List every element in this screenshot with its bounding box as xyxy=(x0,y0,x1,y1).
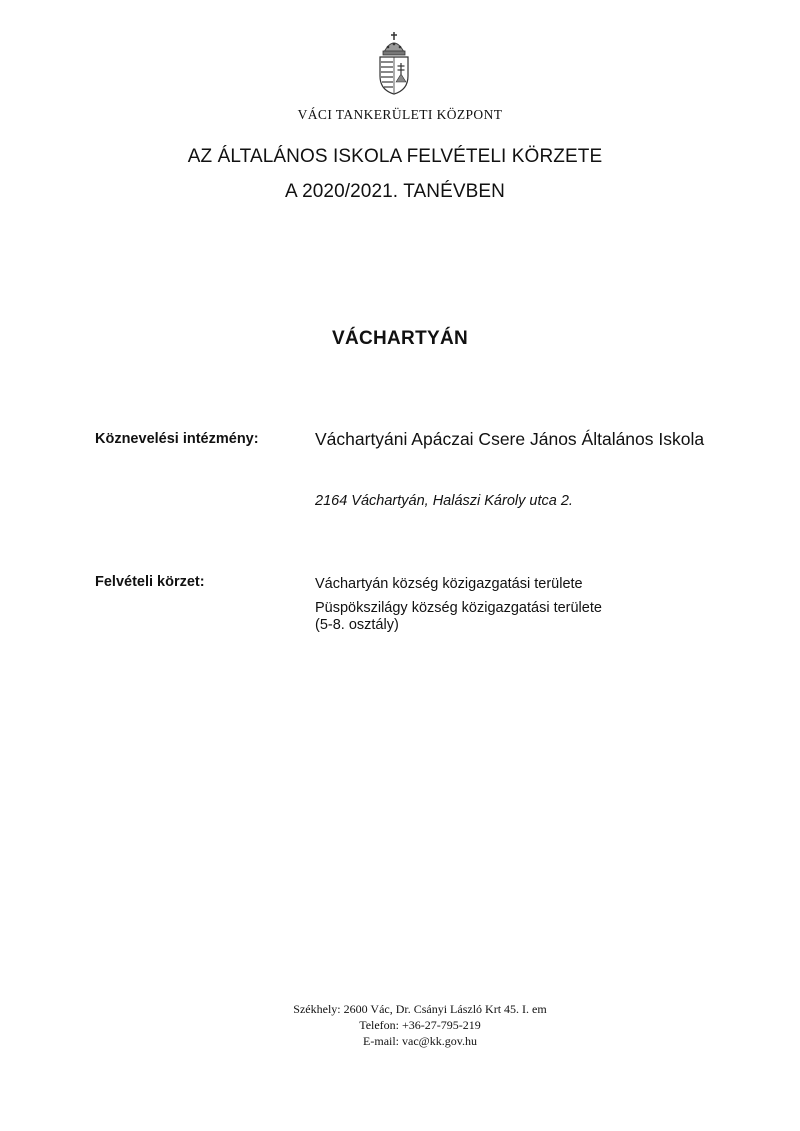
document-title: AZ ÁLTALÁNOS ISKOLA FELVÉTELI KÖRZETE xyxy=(187,146,603,167)
institution-name: Váchartyáni Apáczai Csere János Általános Iskola xyxy=(315,429,705,449)
organization-name: VÁCI TANKERÜLETI KÖZPONT xyxy=(297,107,503,122)
district-item: Püspökszilágy község közigazgatási területe xyxy=(315,600,602,616)
footer-email: E-mail: vac@kk.gov.hu xyxy=(363,1034,477,1048)
footer-seat: Székhely: 2600 Vác, Dr. Csányi László Krt 45. I. em xyxy=(293,1002,547,1016)
document-subtitle: A 2020/2021. TANÉVBEN xyxy=(284,181,506,202)
town-heading: VÁCHARTYÁN xyxy=(332,328,468,349)
district-item-note: (5-8. osztály) xyxy=(315,617,399,633)
footer-contact xyxy=(250,1001,590,1049)
district-label: Felvételi körzet: xyxy=(95,574,205,590)
institution-address: 2164 Váchartyán, Halászi Károly utca 2. xyxy=(315,493,573,509)
district-item: Váchartyán község közigazgatási területe xyxy=(315,576,583,592)
coat-of-arms-icon xyxy=(374,30,414,96)
institution-label: Köznevelési intézmény: xyxy=(95,431,259,447)
district-list xyxy=(315,576,602,634)
footer-phone: Telefon: +36-27-795-219 xyxy=(359,1018,481,1032)
